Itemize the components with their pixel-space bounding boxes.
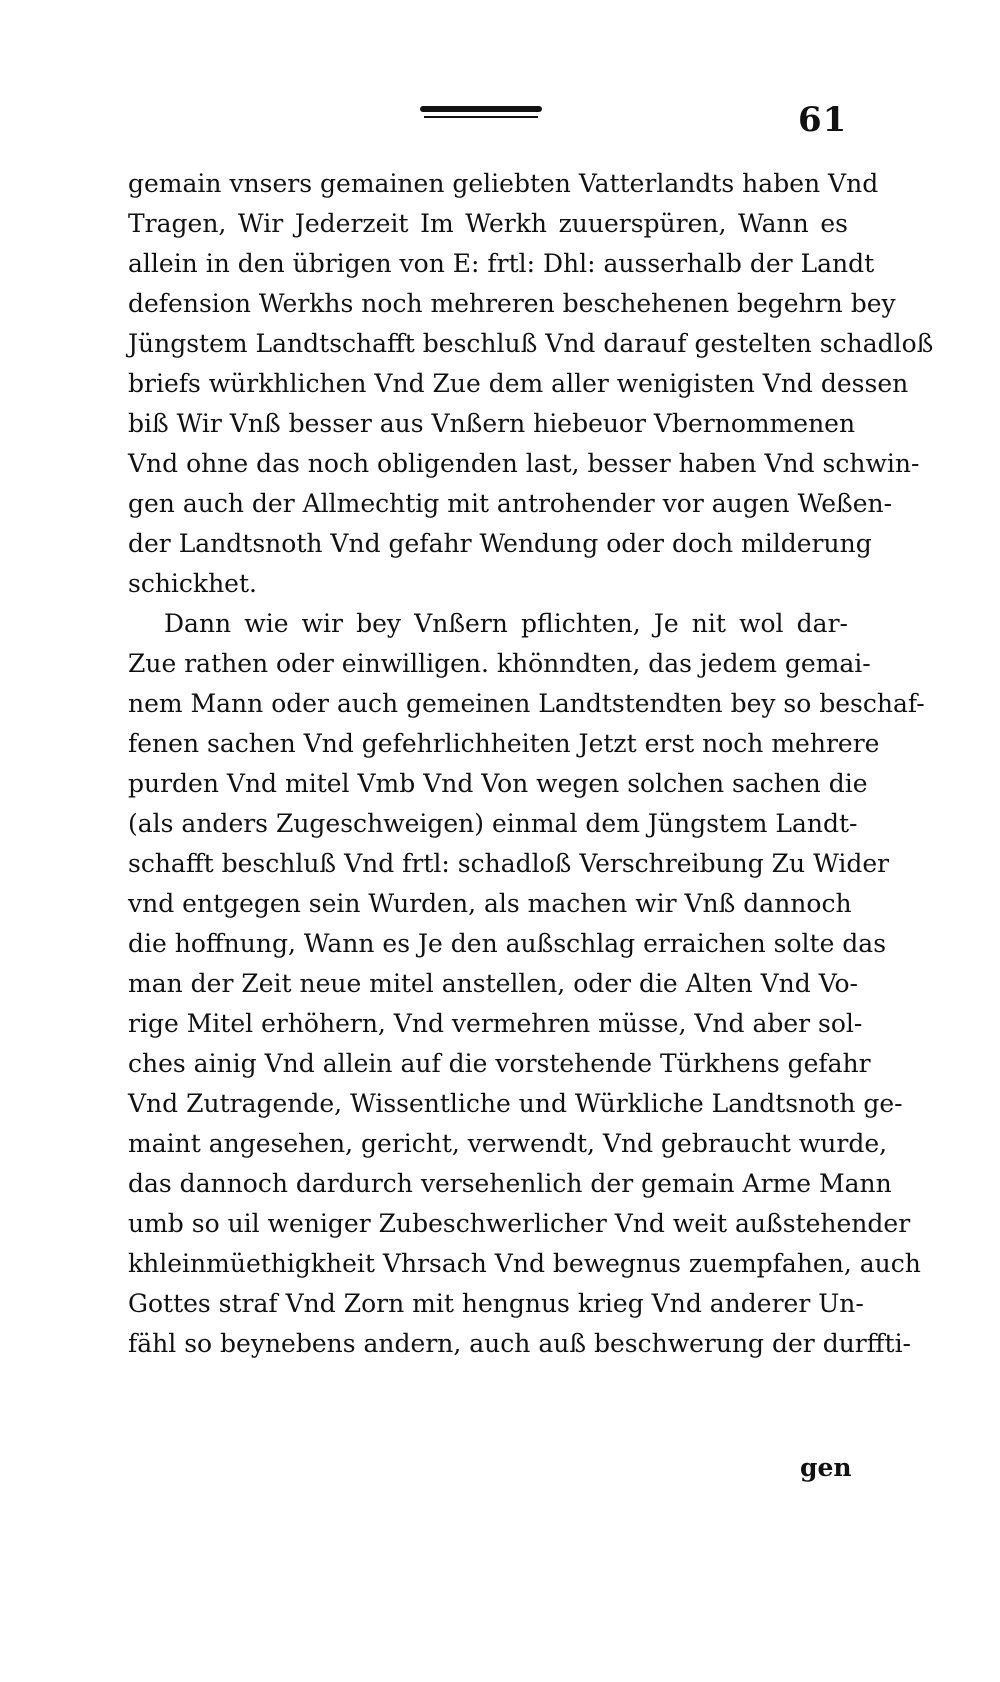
body-text <box>128 164 934 1364</box>
text-line: die hoffnung, Wann es Je den außschlag erraichen solte das <box>128 929 887 958</box>
text-line: fenen sachen Vnd gefehrlichheiten Jetzt erst noch mehrere <box>128 729 880 758</box>
text-line: khleinmüethigkheit Vhrsach Vnd bewegnus zuempfahen, auch <box>128 1249 921 1278</box>
text-line: Zue rathen oder einwilligen. khönndten, das jedem gemai- <box>128 649 871 678</box>
text-line: umb so uil weniger Zubeschwerlicher Vnd weit außstehender <box>128 1209 911 1238</box>
text-line: defension Werkhs noch mehreren beschehenen begehrn bey <box>128 289 896 318</box>
catchword: gen <box>800 1453 852 1482</box>
text-line: fähl so beynebens andern, auch auß beschwerung der durffti- <box>128 1329 912 1358</box>
text-line: allein in den übrigen von E: frtl: Dhl: ausserhalb der Landt <box>128 249 875 278</box>
text-line: Gottes straf Vnd Zorn mit hengnus krieg Vnd anderer Un- <box>128 1289 864 1318</box>
page-number: 61 <box>798 100 848 140</box>
text-line: gen auch der Allmechtig mit antrohender vor augen Weßen- <box>128 489 893 518</box>
text-line: das dannoch dardurch versehenlich der gemain Arme Mann <box>128 1169 892 1198</box>
text-line: rige Mitel erhöhern, Vnd vermehren müsse, Vnd aber sol- <box>128 1009 863 1038</box>
text-line: Vnd Zutragende, Wissentliche und Würkliche Landtsnoth ge- <box>128 1089 903 1118</box>
paragraph-end-line: schickhet. <box>128 569 257 598</box>
text-line: vnd entgegen sein Wurden, als machen wir Vnß dannoch <box>128 889 852 918</box>
text-line: biß Wir Vnß besser aus Vnßern hiebeuor Vbernommenen <box>128 409 856 438</box>
text-line: maint angesehen, gericht, verwendt, Vnd gebraucht wurde, <box>128 1129 888 1158</box>
header-ornament <box>420 106 542 120</box>
text-line: man der Zeit neue mitel anstellen, oder die Alten Vnd Vo- <box>128 969 858 998</box>
text-line: gemain vnsers gemainen geliebten Vatterlandts haben Vnd <box>128 169 879 198</box>
ornament-rule-thick <box>420 106 542 112</box>
text-line: Vnd ohne das noch obligenden last, besser haben Vnd schwin- <box>128 449 920 478</box>
text-line: schafft beschluß Vnd frtl: schadloß Verschreibung Zu Wider <box>128 849 890 878</box>
text-line: purden Vnd mitel Vmb Vnd Von wegen solchen sachen die <box>128 769 868 798</box>
ornament-rule-thin <box>424 116 538 118</box>
text-line: Tragen, Wir Jederzeit Im Werkh zuuerspüren, Wann es <box>128 209 848 238</box>
text-line: nem Mann oder auch gemeinen Landtstendten bey so beschaf- <box>128 689 925 718</box>
text-line: Jüngstem Landtschafft beschluß Vnd darauf gestelten schadloß <box>128 329 934 358</box>
text-line: der Landtsnoth Vnd gefahr Wendung oder doch milderung <box>128 529 872 558</box>
text-line: (als anders Zugeschweigen) einmal dem Jüngstem Landt- <box>128 809 858 838</box>
paragraph-start-line: Dann wie wir bey Vnßern pflichten, Je nit wol dar- <box>164 609 848 638</box>
text-line: briefs würkhlichen Vnd Zue dem aller wenigisten Vnd dessen <box>128 369 909 398</box>
text-line: ches ainig Vnd allein auf die vorstehende Türkhens gefahr <box>128 1049 871 1078</box>
